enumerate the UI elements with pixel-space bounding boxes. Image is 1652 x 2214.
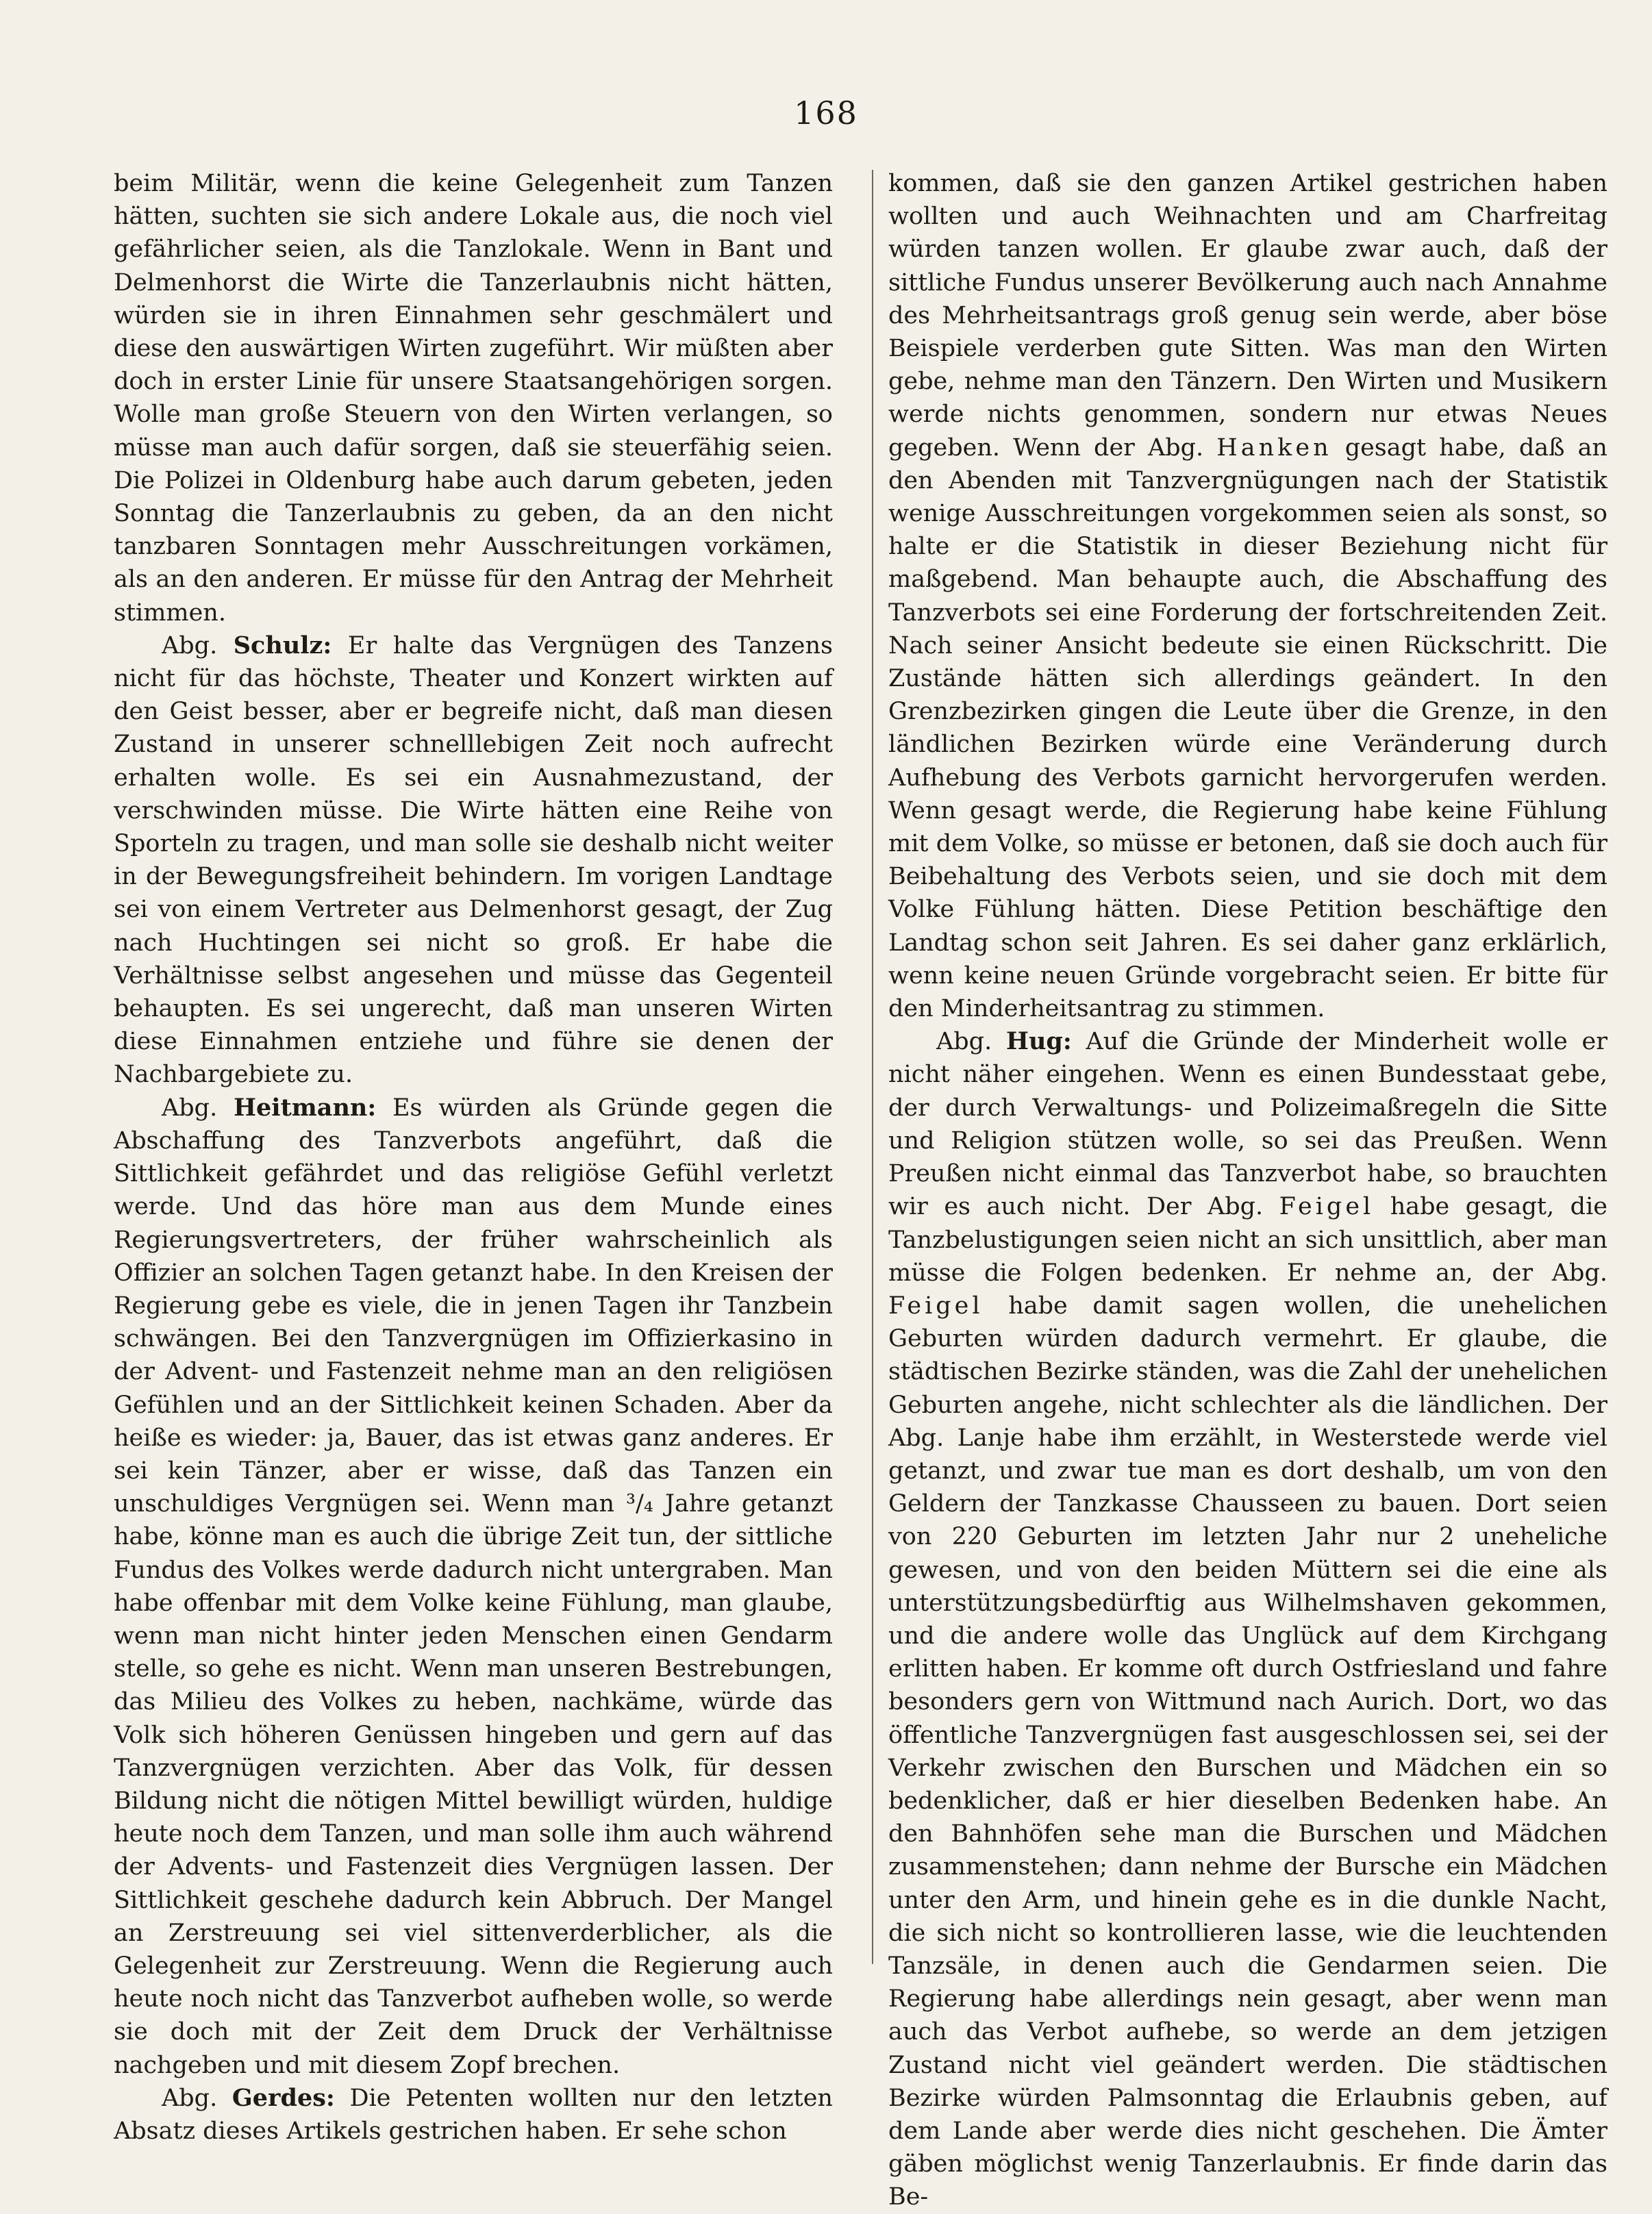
speaker-name: Schulz:: [233, 631, 332, 659]
referenced-member-name: Feigel: [1279, 1193, 1375, 1221]
column-divider: [872, 170, 873, 1964]
speaker-name: Heitmann:: [233, 1093, 377, 1122]
paragraph-gerdes: [114, 2082, 833, 2148]
referenced-member-name: Lanje: [957, 1424, 1025, 1452]
referenced-member-name: Hanken: [1216, 433, 1332, 462]
paragraph-gerdes-continued: [888, 167, 1607, 1025]
paragraph-schulz: [114, 629, 833, 1092]
speech-text: Er halte das Vergnügen des Tanzens nicht für das höchste, Theater und Konzert wirkten auf den Geist besser, aber er begreife nicht, daß man diesen Zustand in unserer schnelllebigen Zeit noch aufrecht erhalten wolle. Es sei ein Ausnahmezustand, der verschwinden müsse. Die Wirte hätten eine Reihe von Sporteln zu tragen, und man solle sie deshalb nicht weiter in der Bewegungsfreiheit behindern. Im vorigen Landtage sei von einem Vertreter aus Delmenhorst gesagt, der Zug nach Huchtingen sei nicht so groß. Er habe die Verhältnisse selbst angesehen und müsse das Gegenteil behaupten. Es sei ungerecht, daß man unseren Wirten diese Einnahmen entziehe und führe sie denen der Nachbargebiete zu.: [114, 631, 833, 1089]
paragraph-hug: [888, 1025, 1607, 2213]
speech-text: Auf die Gründe der Minderheit wolle er nicht näher eingehen. Wenn es einen Bundesstaat gebe, der durch Verwaltungs- und Polizeimaßregeln die Sitte und Religion stützen wolle, so sei das Preußen. Wenn Preußen nicht einmal das Tanzverbot habe, so brauchten wir es auch nicht. Der Abg.: [888, 1028, 1607, 1221]
speech-text: Die Petenten wollten nur den letzten Absatz dieses Artikels gestrichen haben. Er sehe schon: [114, 2084, 833, 2145]
speech-text: kommen, daß sie den ganzen Artikel gestrichen haben wollten und auch Weihnachten und am Charfreitag würden tanzen wollen. Er glaube zwar auch, daß der sittliche Fundus unserer Bevölkerung auch nach Annahme des Mehrheitsantrags groß genug sein werde, aber böse Beispiele verderben gute Sitten. Was man den Wirten gebe, nehme man den Tänzern. Den Wirten und Musikern werde nichts genommen, sondern nur etwas Neues gegeben. Wenn der Abg.: [888, 170, 1607, 462]
speech-text: habe damit sagen wollen, die unehelichen Geburten würden dadurch vermehrt. Er glaube, die städtischen Bezirke ständen, was die Zahl der unehelichen Geburten angehe, nicht schlechter als die ländlichen. Der Abg.: [888, 1292, 1607, 1452]
speech-text: gesagt habe, daß an den Abenden mit Tanzvergnügungen nach der Statistik wenige Ausschreitungen vorgekommen seien als sonst, so halte er die Statistik in dieser Beziehung nicht für maßgebend. Man behaupte auch, die Abschaffung des Tanzverbots sei eine Forderung der fortschreitenden Zeit. Nach seiner Ansicht bedeute sie einen Rückschritt. Die Zustände hätten sich allerdings geändert. In den Grenzbezirken gingen die Leute über die Grenze, in den ländlichen Bezirken würde eine Veränderung durch Aufhebung des Verbots garnicht hervorgerufen werden. Wenn gesagt werde, die Regierung habe keine Fühlung mit dem Volke, so müsse er betonen, daß sie doch auch für Beibehaltung des Verbots seien, und sie doch mit dem Volke Fühlung hätten. Diese Petition beschäftige den Landtag schon seit Jahren. Es sei daher ganz erklärlich, wenn keine neuen Gründe vorgebracht seien. Er bitte für den Minderheitsantrag zu stimmen.: [888, 433, 1607, 1023]
paragraph-continuation: beim Militär, wenn die keine Gelegenheit zum Tanzen hätten, suchten sie sich andere Lokale aus, die noch viel gefährlicher seien, als die Tanzlokale. Wenn in Bant und Delmenhorst die Wirte die Tanzerlaubnis nicht hätten, würden sie in ihren Einnahmen sehr geschmälert und diese den auswärtigen Wirten zugeführt. Wir müßten aber doch in erster Linie für unsere Staatsangehörigen sorgen. Wolle man große Steuern von den Wirten verlangen, so müsse man auch dafür sorgen, daß sie steuerfähig seien. Die Polizei in Oldenburg habe auch darum gebeten, jeden Sonntag die Tanzerlaubnis zu geben, da an den nicht tanzbaren Sonntagen mehr Ausschreitungen vorkämen, als an den anderen. Er müsse für den Antrag der Mehrheit stimmen.: [114, 170, 833, 627]
right-column: [888, 167, 1607, 2214]
speech-text: Es würden als Gründe gegen die Abschaffung des Tanzverbots angeführt, daß die Sittlichkeit gefährdet und das religiöse Gefühl verletzt werde. Und das höre man aus dem Munde eines Regierungsvertreters, der früher wahrscheinlich als Offizier an solchen Tagen getanzt habe. In den Kreisen der Regierung gebe es viele, die in jenen Tagen ihr Tanzbein schwängen. Bei den Tanzvergnügen im Offizierkasino in der Advent- und Fastenzeit nehme man an den religiösen Gefühlen und an der Sittlichkeit keinen Schaden. Aber da heiße es wieder: ja, Bauer, das ist etwas ganz anderes. Er sei kein Tänzer, aber er wisse, daß das Tanzen ein unschuldiges Vergnügen sei. Wenn man ³/₄ Jahre getanzt habe, könne man es auch die übrige Zeit tun, der sittliche Fundus des Volkes werde dadurch nicht untergraben. Man habe offenbar mit dem Volke keine Fühlung, man glaube, wenn man nicht hinter jeden Menschen einen Gendarm stelle, so gehe es nicht. Wenn man unseren Bestrebungen, das Milieu des Volkes zu heben, nachkäme, würde das Volk sich höheren Genüssen hingeben und gern auf das Tanzvergnügen verzichten. Aber das Volk, für dessen Bildung nicht die nötigen Mittel bewilligt würden, huldige heute noch dem Tanzen, und man solle ihm auch während der Advents- und Fastenzeit dies Vergnügen lassen. Der Sittlichkeit geschehe dadurch kein Abbruch. Der Mangel an Zerstreuung sei viel sittenverderblicher, als die Gelegenheit zur Zerstreuung. Wenn die Regierung auch heute noch nicht das Tanzverbot aufheben wolle, so werde sie doch mit der Zeit dem Druck der Verhältnisse nachgeben und mit diesem Zopf brechen.: [114, 1094, 833, 2079]
speaker-name: Gerdes:: [231, 2083, 335, 2112]
abg-prefix: Abg.: [162, 631, 218, 659]
page-number: 168: [794, 95, 858, 131]
speech-text: habe gesagt, die Tanzbelustigungen seien nicht an sich unsittlich, aber man müsse die Folgen bedenken. Er nehme an, der Abg.: [888, 1193, 1607, 1287]
paragraph-heitmann: [114, 1092, 833, 2082]
speaker-name: Hug:: [1005, 1027, 1072, 1056]
speech-text: habe ihm erzählt, in Westerstede werde viel getanzt, und zwar tue man es dort deshalb, um von den Geldern der Tanzkasse Chausseen zu bauen. Dort seien von 220 Geburten im letzten Jahr nur 2 uneheliche gewesen, und von den beiden Müttern sei die eine als unterstützungsbedürftig aus Wilhelmshaven gekommen, und die andere wolle das Unglück auf dem Kirchgang erlitten haben. Er komme oft durch Ostfriesland und fahre besonders gern von Wittmund nach Aurich. Dort, wo das öffentliche Tanzvergnügen fast ausgeschlossen sei, sei der Verkehr zwischen den Burschen und Mädchen ein so bedenklicher, daß er hier dieselben Bedenken habe. An den Bahnhöfen sehe man die Burschen und Mädchen zusammenstehen; dann nehme der Bursche ein Mädchen unter den Arm, und hinein gehe es in die dunkle Nacht, die sich nicht so kontrollieren lasse, wie die leuchtenden Tanzsäle, in denen auch die Gendarmen seien. Die Regierung habe allerdings nein gesagt, aber wenn man auch das Verbot aufhebe, so werde an dem jetzigen Zustand nicht viel geändert werden. Die städtischen Bezirke würden Palmsonntag die Erlaubnis geben, auf dem Lande aber werde dies nicht geschehen. Die Ämter gäben möglichst wenig Tanzerlaubnis. Er finde darin das Be-: [888, 1424, 1607, 2211]
left-column: [114, 167, 833, 2148]
referenced-member-name: Feigel: [888, 1292, 984, 1320]
abg-prefix: Abg.: [162, 2084, 218, 2112]
abg-prefix: Abg.: [162, 1094, 218, 1122]
abg-prefix: Abg.: [936, 1028, 992, 1056]
